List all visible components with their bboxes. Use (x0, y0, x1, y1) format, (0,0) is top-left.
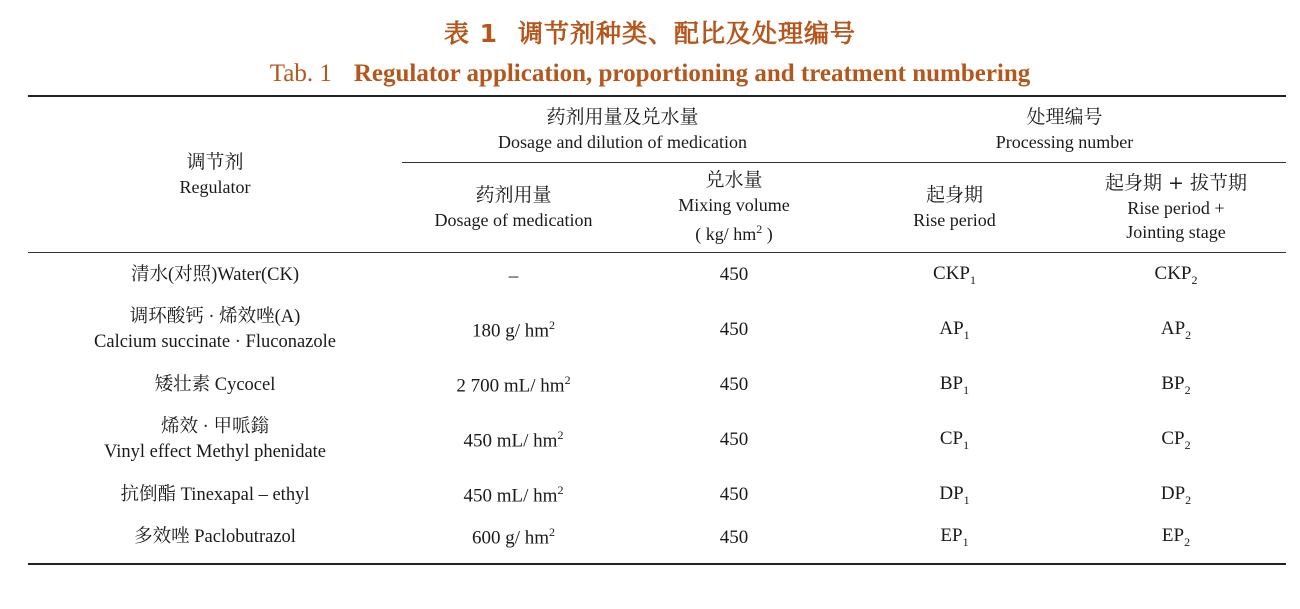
cell-dosage: – (508, 265, 519, 287)
table-row (28, 252, 1286, 298)
cell-regulator: 调环酸钙 · 烯效唑(A) Calcium succinate · Fluconazole (94, 307, 336, 352)
table-number-cn: 表 1 (443, 19, 499, 48)
cell-rise: $AP_1$ (939, 317, 970, 342)
cell-mixing: 450 (719, 429, 749, 450)
header-dosage-group (402, 96, 843, 162)
header-processing-group-cn: 处理编号 (1026, 105, 1103, 128)
table-number-en: Tab. 1 (269, 60, 332, 87)
header-regulator-cn: 调节剂 (186, 150, 244, 173)
table-title-en-text: Regulator application, proportioning and treatment numbering (353, 60, 1031, 87)
cell-mixing: 450 (719, 484, 749, 505)
header-mixing-unit: ( kg/ $hm^2$ ) (695, 222, 773, 244)
table-row (28, 518, 1286, 564)
table-row (28, 362, 1286, 408)
cell-regulator: 多效唑 Paclobutrazol (134, 527, 296, 547)
cell-regulator: 矮壮素 Cycocel (154, 374, 276, 395)
table-row (28, 298, 1286, 362)
header-processing-group (843, 96, 1286, 162)
cell-rise-joint: $EP_2$ (1161, 525, 1191, 549)
cell-mixing: 450 (719, 319, 749, 340)
cell-dosage: 2 700 mL/ $hm^2$ (456, 372, 571, 397)
cell-rise: $DP_1$ (939, 482, 970, 507)
cell-regulator: 抗倒酯 Tinexapal – ethyl (120, 484, 310, 505)
cell-dosage: 600 g/ $hm^2$ (471, 525, 556, 549)
table-row (28, 472, 1286, 518)
table-title-cn-text: 调节剂种类、配比及处理编号 (518, 19, 857, 48)
cell-rise: $BP_1$ (939, 372, 970, 397)
table-title-cn (0, 14, 1300, 50)
cell-mixing: 450 (719, 526, 749, 548)
regulator-table (28, 95, 1286, 565)
header-regulator (28, 96, 402, 252)
header-dosage-cn: 药剂用量 (475, 183, 552, 206)
cell-dosage: 450 mL/ $hm^2$ (463, 482, 564, 507)
cell-regulator: 烯效 · 甲哌鎓 Vinyl effect Methyl phenidate (103, 417, 327, 462)
header-rise-joint-cn: 起身期 + 拔节期 (1105, 171, 1247, 194)
cell-rise-joint: $BP_2$ (1161, 372, 1191, 397)
cell-mixing: 450 (719, 374, 749, 395)
header-mixing-en: Mixing volume (678, 195, 790, 215)
header-regulator-en: Regulator (179, 176, 251, 197)
header-mixing (625, 162, 843, 252)
header-processing-group-en: Processing number (995, 131, 1134, 152)
cell-rise: $EP_1$ (940, 525, 969, 549)
cell-rise-joint: $CP_2$ (1161, 427, 1191, 452)
cell-rise-joint: $AP_2$ (1160, 317, 1192, 342)
header-rise-joint (1066, 162, 1286, 252)
header-rise-cn: 起身期 (925, 183, 983, 206)
header-rise-en: Rise period (913, 209, 996, 230)
table-row (28, 408, 1286, 472)
cell-regulator: 清水(对照)Water(CK) (130, 264, 300, 285)
cell-mixing: 450 (719, 264, 749, 286)
cell-rise: $CP_1$ (939, 427, 970, 452)
cell-rise: $CKP_1$ (933, 262, 976, 287)
header-dosage (402, 162, 625, 252)
header-dosage-group-cn: 药剂用量及兑水量 (546, 105, 699, 128)
table-title-en (0, 60, 1300, 88)
header-mixing-cn: 兑水量 (705, 169, 763, 191)
header-dosage-group-en: Dosage and dilution of medication (498, 131, 747, 152)
header-rise-joint-en1: Rise period + (1127, 197, 1225, 218)
header-rise (843, 162, 1066, 252)
cell-rise-joint: $CKP_2$ (1154, 262, 1198, 287)
cell-dosage: 450 mL/ $hm^2$ (463, 427, 564, 452)
header-dosage-en: Dosage of medication (434, 209, 593, 230)
header-rise-joint-en2: Jointing stage (1126, 221, 1226, 242)
cell-dosage: 180 g/ $hm^2$ (471, 317, 556, 342)
cell-rise-joint: $DP_2$ (1160, 482, 1192, 507)
